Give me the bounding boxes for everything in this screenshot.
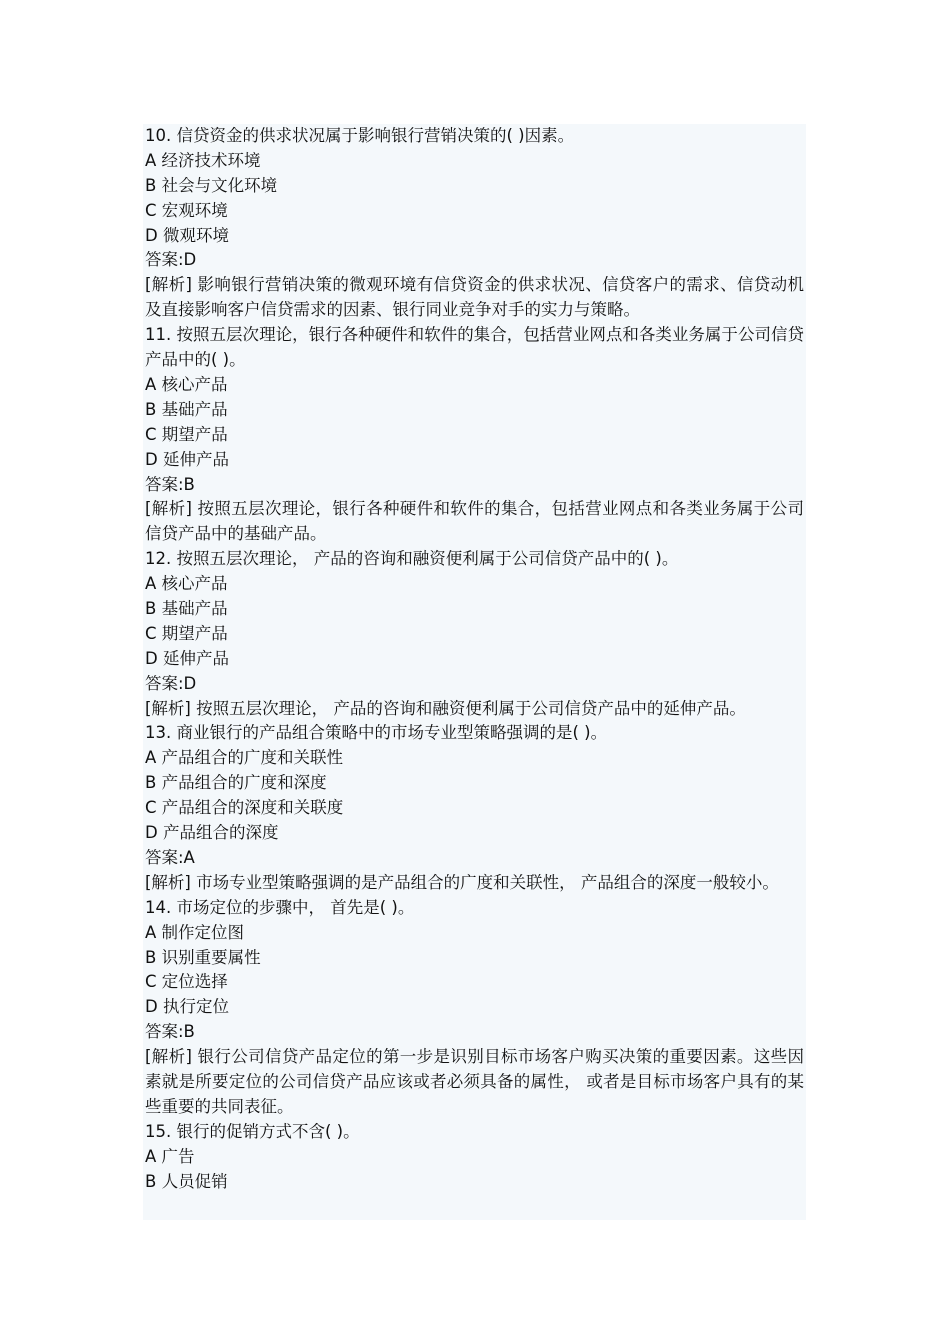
answer-line: 答案:A [145, 847, 195, 867]
analysis-line: [解析] 市场专业型策略强调的是产品组合的广度和关联性， 产品组合的深度一般较小。 [145, 872, 779, 892]
option-line: A 广告 [145, 1146, 195, 1166]
option-line: C 产品组合的深度和关联度 [145, 798, 344, 818]
analysis-line: [解析] 银行公司信贷产品定位的第一步是识别目标市场客户购买决策的重要因素。这些因素就是所要定位的公司信贷产品应该或者必须具备的属性， 或者是目标市场客户具有的某些重要的共同表征。 [145, 1047, 804, 1116]
option-line: B 基础产品 [145, 599, 228, 619]
option-line: A 产品组合的广度和关联性 [145, 748, 344, 768]
option-line: D 延伸产品 [145, 648, 229, 668]
question-line: 14. 市场定位的步骤中， 首先是( )。 [145, 897, 415, 917]
option-line: A 制作定位图 [145, 922, 245, 942]
option-line: D 产品组合的深度 [145, 823, 279, 843]
analysis-line: [解析] 按照五层次理论， 产品的咨询和融资便利属于公司信贷产品中的延伸产品。 [145, 698, 746, 718]
option-line: B 社会与文化环境 [145, 175, 278, 195]
option-line: C 期望产品 [145, 424, 228, 444]
option-line: D 执行定位 [145, 997, 229, 1017]
document-content [143, 124, 806, 1220]
option-line: D 延伸产品 [145, 449, 229, 469]
answer-line: 答案:B [145, 1022, 195, 1042]
option-line: C 定位选择 [145, 972, 228, 992]
question-line: 11. 按照五层次理论，银行各种硬件和软件的集合，包括营业网点和各类业务属于公司信贷产品中的( )。 [145, 325, 804, 370]
answer-line: 答案:D [145, 673, 197, 693]
option-line: A 核心产品 [145, 574, 228, 594]
option-line: A 经济技术环境 [145, 150, 261, 170]
option-line: D 微观环境 [145, 225, 229, 245]
question-line: 13. 商业银行的产品组合策略中的市场专业型策略强调的是( )。 [145, 723, 608, 743]
option-line: B 产品组合的广度和深度 [145, 773, 327, 793]
analysis-line: [解析] 按照五层次理论，银行各种硬件和软件的集合，包括营业网点和各类业务属于公司信贷产品中的基础产品。 [145, 499, 804, 544]
answer-line: 答案:D [145, 250, 197, 270]
option-line: C 宏观环境 [145, 200, 228, 220]
question-line: 15. 银行的促销方式不含( )。 [145, 1121, 360, 1141]
option-line: C 期望产品 [145, 623, 228, 643]
option-line: B 识别重要属性 [145, 947, 261, 967]
analysis-line: [解析] 影响银行营销决策的微观环境有信贷资金的供求状况、信贷客户的需求、信贷动机及直接影响客户信贷需求的因素、银行同业竞争对手的实力与策略。 [145, 275, 804, 320]
option-line: A 核心产品 [145, 374, 228, 394]
question-line: 10. 信贷资金的供求状况属于影响银行营销决策的( )因素。 [145, 126, 575, 145]
answer-line: 答案:B [145, 474, 195, 494]
option-line: B 基础产品 [145, 399, 228, 419]
question-line: 12. 按照五层次理论， 产品的咨询和融资便利属于公司信贷产品中的( )。 [145, 549, 679, 569]
option-line: B 人员促销 [145, 1171, 228, 1191]
